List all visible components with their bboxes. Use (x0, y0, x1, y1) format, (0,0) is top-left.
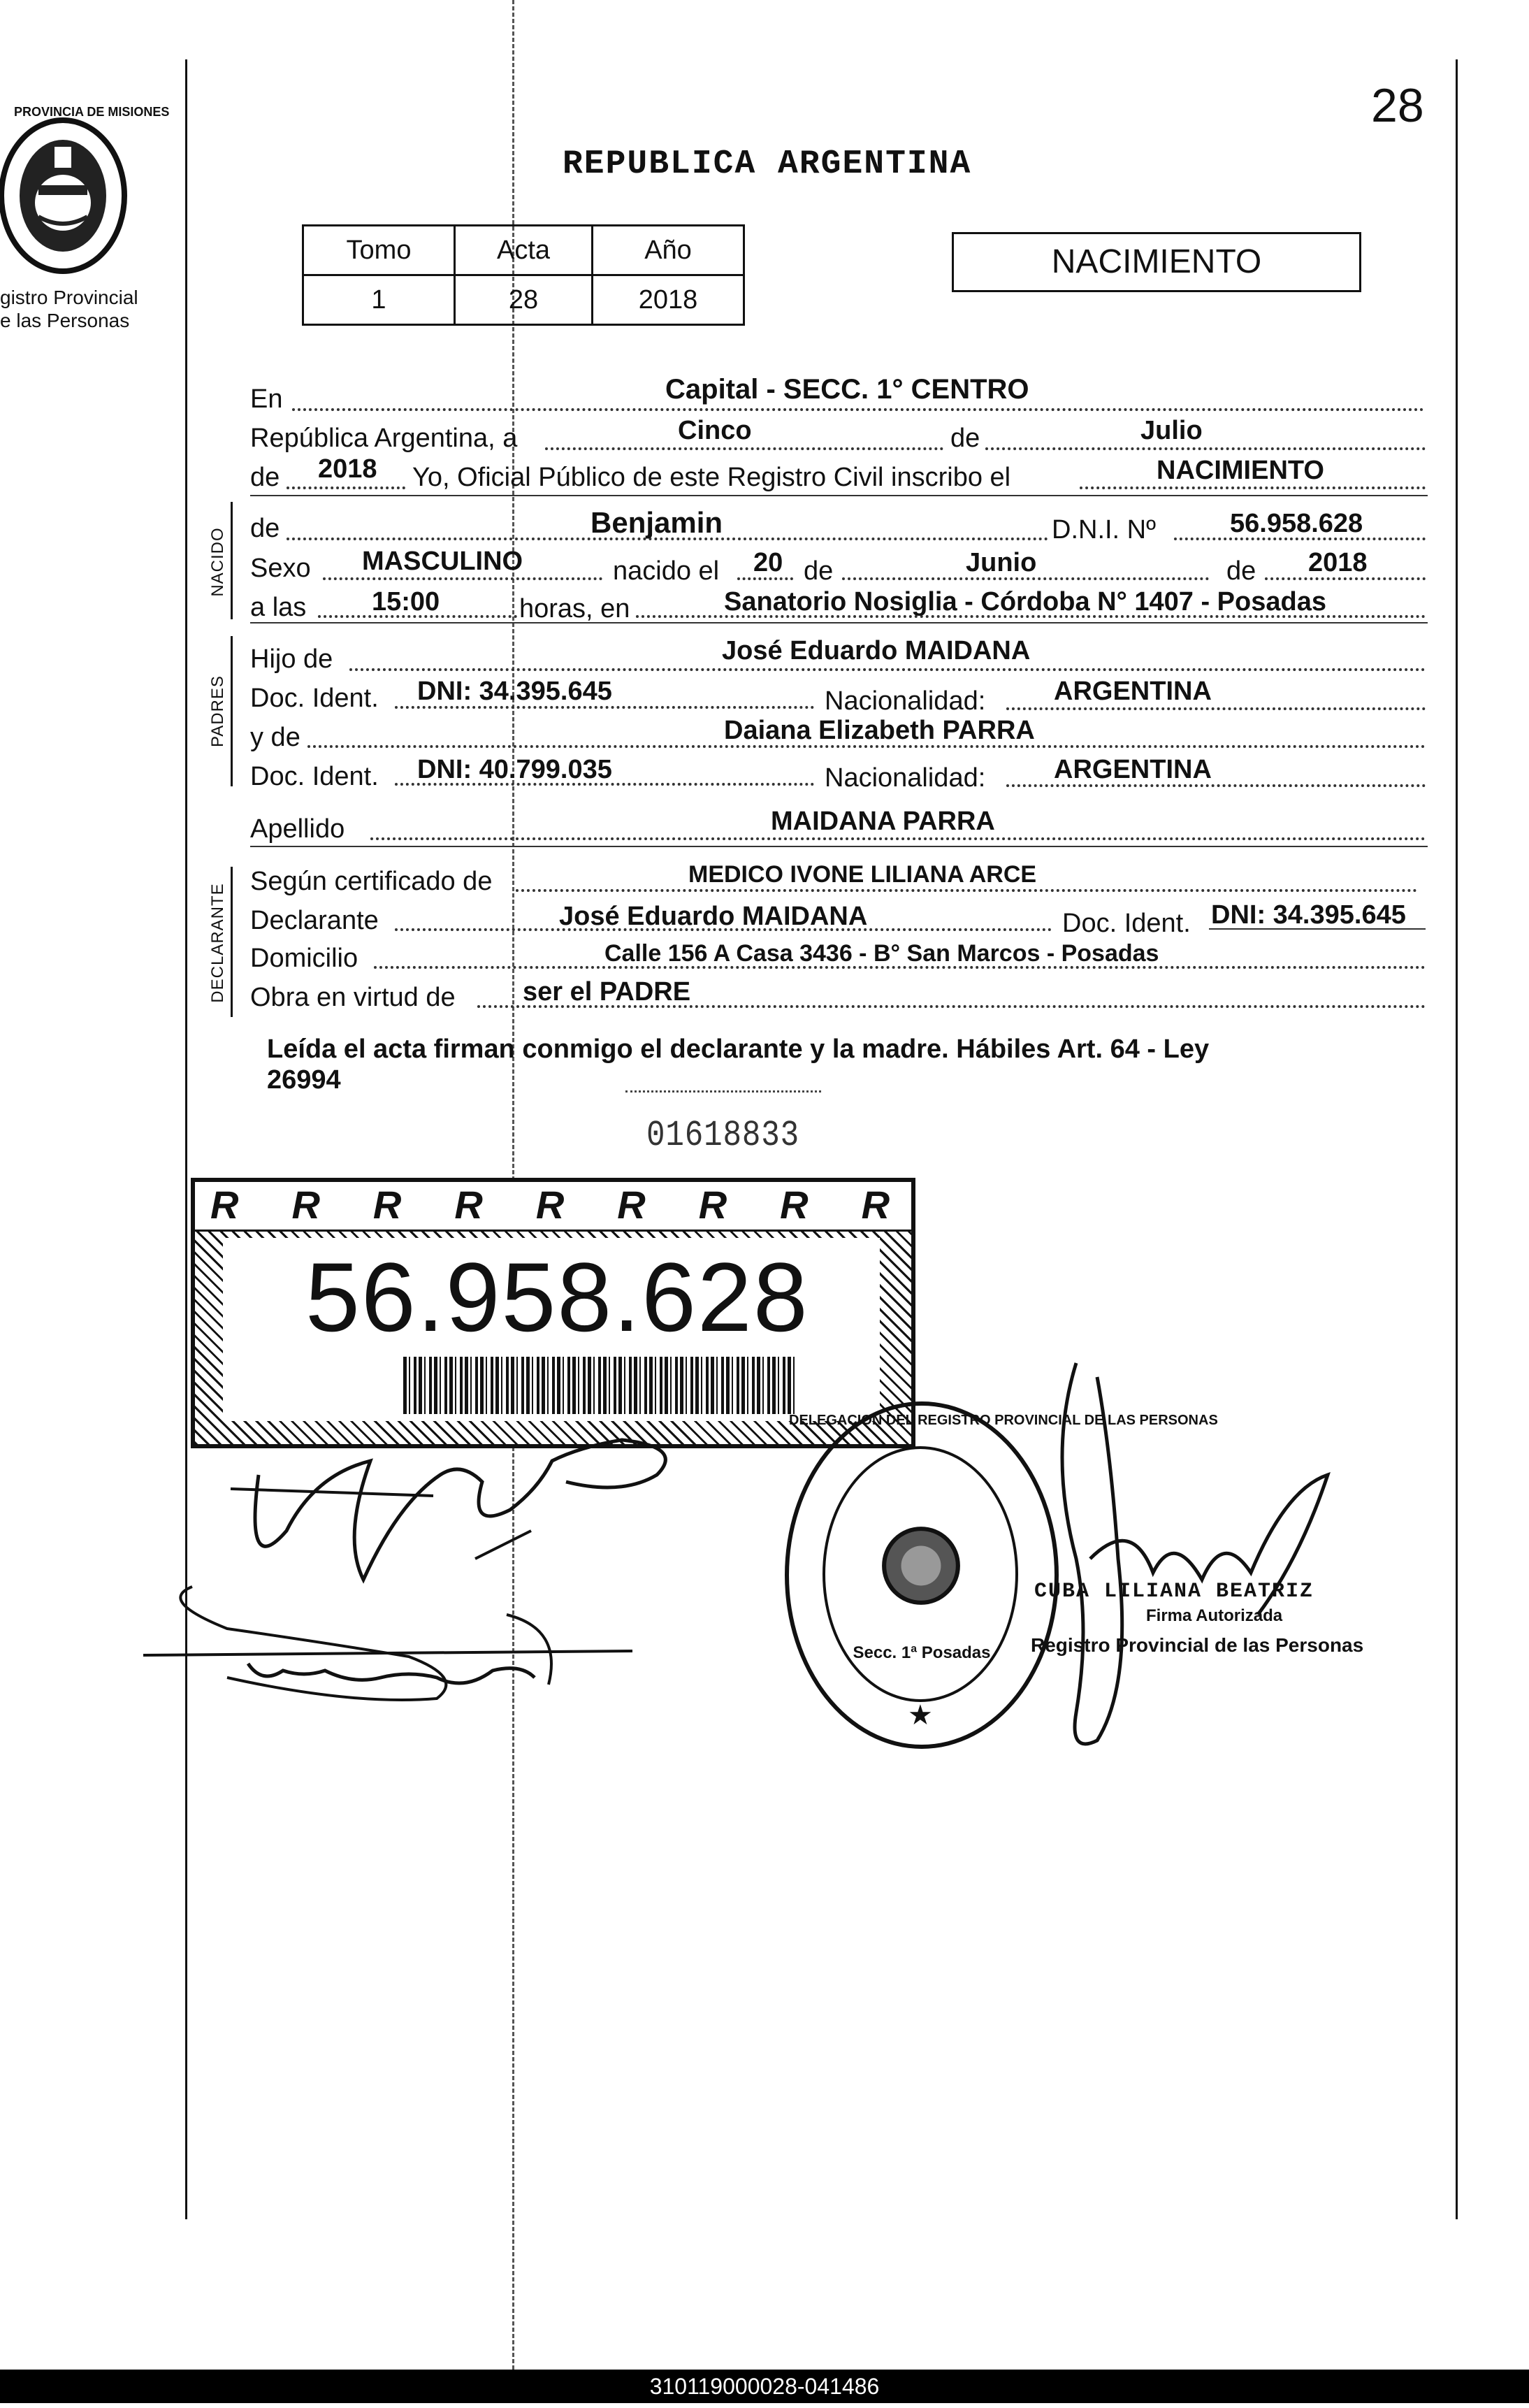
document-type-box (952, 232, 1361, 292)
underline-apellido (250, 846, 1428, 847)
nacido-bracket (231, 502, 233, 619)
section-label-nacido: NACIDO (208, 527, 227, 597)
label-a-las: a las (250, 593, 307, 622)
dots-certificado (516, 889, 1417, 892)
dni-label-inner (223, 1238, 880, 1421)
logo-caption-line2: e las Personas (0, 310, 130, 331)
label-de1: de (804, 556, 834, 586)
label-hijo-de: Hijo de (250, 644, 333, 674)
dots-padre (349, 668, 1426, 671)
label-doc-ident3: Doc. Ident. (1062, 909, 1191, 938)
label-declarante: Declarante (250, 906, 379, 935)
serial-number: 01618833 (646, 1115, 799, 1156)
seal-emblem-icon (878, 1523, 964, 1608)
pattern-letter: R (372, 1183, 402, 1227)
label-segun: Según certificado de (250, 867, 493, 896)
value-dni-madre: DNI: 40.799.035 (417, 755, 612, 784)
label-obra: Obra en virtud de (250, 983, 456, 1012)
dots-anio (287, 486, 405, 489)
page-number: 28 (1371, 79, 1424, 132)
dots-sexo (323, 577, 602, 580)
barcode (403, 1357, 798, 1414)
value-mes: Julio (1140, 416, 1203, 445)
value-apellido: MAIDANA PARRA (771, 807, 995, 836)
value-madre: Daiana Elizabeth PARRA (724, 716, 1035, 745)
label-de-anio: de (250, 463, 280, 492)
dots-dia (545, 447, 943, 450)
pattern-letter: R (210, 1183, 239, 1227)
value-obra: ser el PADRE (523, 977, 691, 1007)
dots-nac-padre (1006, 707, 1426, 710)
right-margin-line (1456, 59, 1458, 2219)
value-padre: José Eduardo MAIDANA (722, 636, 1031, 665)
label-nacido-el: nacido el (613, 556, 720, 586)
value-dni-padre: DNI: 34.395.645 (417, 677, 612, 706)
value-dia-nac: 20 (753, 548, 783, 577)
pattern-letter: R (454, 1183, 483, 1227)
serial-mark (625, 1090, 821, 1093)
dni-label-number: 56.958.628 (305, 1242, 809, 1352)
seal-inner-text: Secc. 1ª Posadas (853, 1643, 991, 1662)
acta-header: Acta (455, 226, 593, 275)
dots-acto (1080, 486, 1426, 489)
dots-apellido (370, 837, 1426, 840)
value-nombre: Benjamin (590, 506, 723, 539)
province-logo (0, 119, 140, 280)
label-republica: República Argentina, a (250, 424, 518, 453)
value-nac-padre: ARGENTINA (1054, 677, 1212, 706)
value-anio-nac: 2018 (1308, 548, 1368, 577)
value-mes-nac: Junio (966, 548, 1037, 577)
footer-code: 310119000028-041486 (649, 2374, 880, 2399)
tomo-acta-table (302, 224, 745, 326)
anio-value: 2018 (593, 275, 744, 325)
value-hora: 15:00 (372, 587, 440, 617)
pattern-letter: R (861, 1183, 890, 1227)
label-de-mes: de (950, 424, 980, 453)
label-domicilio: Domicilio (250, 944, 358, 973)
label-de2: de (1226, 556, 1256, 586)
label-nacionalidad1: Nacionalidad: (825, 686, 986, 716)
section-label-declarante: DECLARANTE (208, 883, 227, 1003)
dots-mes (985, 447, 1426, 450)
label-doc-ident1: Doc. Ident. (250, 684, 379, 713)
pattern-letter: R (291, 1183, 320, 1227)
label-de-nombre: de (250, 514, 280, 543)
closing-line2: 26994 (267, 1065, 341, 1095)
seal-ring-text: DELEGACION DEL REGISTRO PROVINCIAL DE LAS PERSONAS (789, 1413, 1218, 1428)
label-en: En (250, 384, 283, 414)
footer-bar (0, 2370, 1529, 2403)
value-dni-declarante: DNI: 34.395.645 (1211, 900, 1406, 930)
value-lugar: Capital - SECC. 1° CENTRO (665, 374, 1029, 405)
dni-label-pattern (195, 1182, 911, 1232)
section-label-padres: PADRES (208, 675, 227, 747)
page-title: REPUBLICA ARGENTINA (563, 145, 972, 183)
closing-line1: Leída el acta firman conmigo el declarante y la madre. Hábiles Art. 64 - Ley (267, 1034, 1210, 1064)
logo-ring-text: PROVINCIA DE MISIONES (14, 105, 170, 119)
value-acto: NACIMIENTO (1157, 456, 1324, 485)
logo-caption-line1: gistro Provincial (0, 287, 138, 308)
document-type-label: NACIMIENTO (1051, 243, 1262, 280)
value-dia: Cinco (678, 416, 752, 445)
value-nac-madre: ARGENTINA (1054, 755, 1212, 784)
declarante-bracket (231, 867, 233, 1017)
padres-bracket (231, 636, 233, 786)
mother-signature (143, 1573, 646, 1740)
pattern-letter: R (535, 1183, 565, 1227)
value-anio: 2018 (318, 454, 377, 484)
left-margin-line (185, 59, 187, 2219)
underline-nacido (250, 622, 1428, 623)
tomo-header: Tomo (303, 226, 455, 275)
pattern-letter: R (780, 1183, 809, 1227)
value-certificado: MEDICO IVONE LILIANA ARCE (688, 861, 1037, 888)
pattern-letter: R (617, 1183, 646, 1227)
value-declarante: José Eduardo MAIDANA (559, 902, 868, 931)
label-apellido: Apellido (250, 814, 345, 844)
label-dni: D.N.I. Nº (1052, 515, 1156, 545)
label-yo-oficial: Yo, Oficial Público de este Registro Civil inscribo el (412, 463, 1011, 492)
official-office: Registro Provincial de las Personas (1031, 1634, 1364, 1656)
underline-acto (250, 495, 1428, 496)
dots-en (292, 408, 1424, 411)
value-sexo: MASCULINO (362, 547, 523, 576)
tomo-value: 1 (303, 275, 455, 325)
official-name: CUBA LILIANA BEATRIZ (1034, 1580, 1314, 1603)
official-signature (1034, 1349, 1398, 1768)
official-title: Firma Autorizada (1146, 1606, 1283, 1625)
pattern-letter: R (698, 1183, 727, 1227)
label-doc-ident2: Doc. Ident. (250, 762, 379, 791)
acta-value: 28 (455, 275, 593, 325)
anio-header: Año (593, 226, 744, 275)
label-y-de: y de (250, 723, 300, 752)
value-domicilio: Calle 156 A Casa 3436 - B° San Marcos - Posadas (604, 940, 1159, 967)
label-nacionalidad2: Nacionalidad: (825, 763, 986, 793)
label-horas-en: horas, en (519, 594, 630, 623)
value-lugar-nac: Sanatorio Nosiglia - Córdoba N° 1407 - Posadas (724, 587, 1326, 617)
dni-label-sticker (191, 1178, 915, 1448)
seal-star-icon: ★ (908, 1700, 933, 1731)
label-sexo: Sexo (250, 554, 311, 583)
value-dni: 56.958.628 (1230, 509, 1363, 538)
